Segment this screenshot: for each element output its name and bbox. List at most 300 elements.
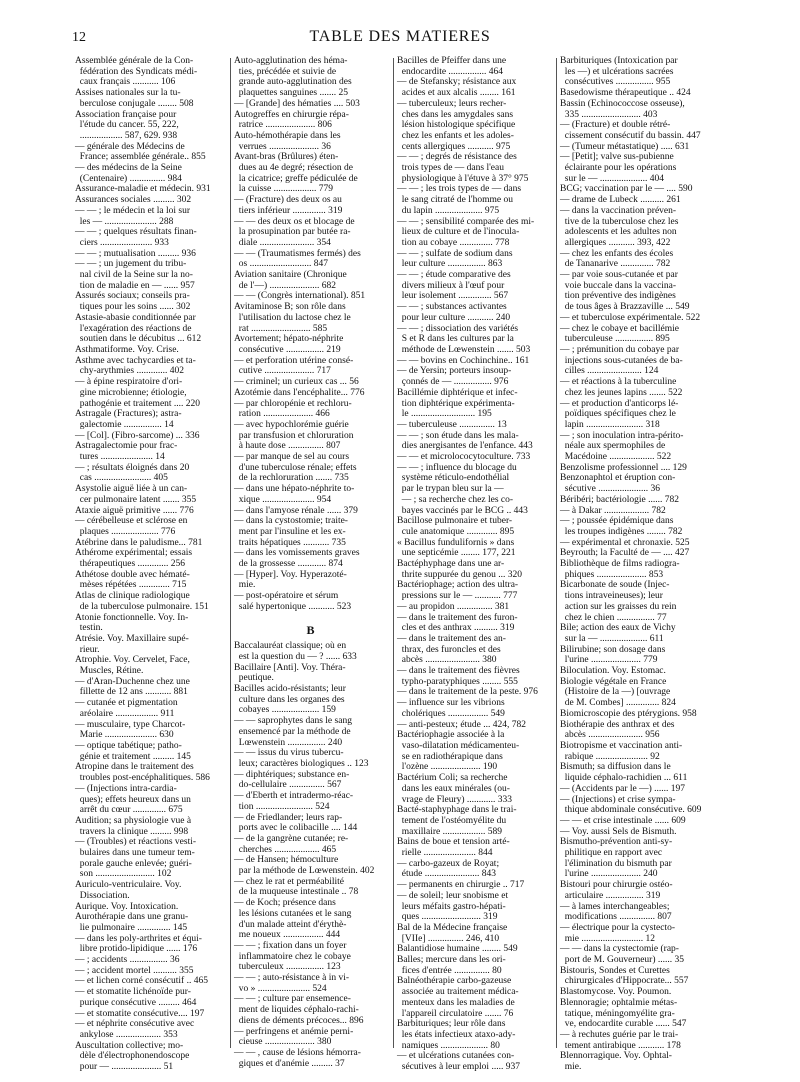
- index-line-text: thrax, des furoncles et des: [397, 644, 501, 655]
- index-line: [397, 559, 550, 570]
- index-line-text: Bacilles acido-résistants; leur: [234, 684, 346, 695]
- index-line-text: — à rechutes guérie par le trai-: [560, 1029, 679, 1040]
- index-column-4: [560, 56, 713, 1073]
- index-line-text: les — ...................... 288: [75, 216, 174, 227]
- index-line-text: Bactériophage; action des ultra-: [397, 580, 519, 591]
- index-line: [397, 613, 550, 624]
- index-line-text: — de Friedlander; leurs rap-: [234, 812, 343, 823]
- index-line: [75, 238, 228, 249]
- index-line: [234, 780, 387, 791]
- index-line-text: verrues ..................... 36: [234, 141, 331, 152]
- index-line: [75, 302, 228, 313]
- index-line: [560, 249, 713, 260]
- index-line: [560, 463, 713, 474]
- index-line: [397, 174, 550, 185]
- index-line-text: — de Yersin; porteurs insoup-: [397, 366, 512, 377]
- index-line-text: — dans le traitement des furon-: [397, 612, 518, 623]
- index-line: [560, 538, 713, 549]
- index-line-text: Atlas de clinique radiologique: [75, 591, 190, 602]
- index-line: [397, 730, 550, 741]
- index-line: [234, 206, 387, 217]
- index-line-text: l'étude du cancer. 55, 222,: [75, 120, 179, 131]
- index-line-text: tiers inférieur .............. 319: [234, 205, 343, 216]
- index-line: [234, 1005, 387, 1016]
- index-line: [75, 1041, 228, 1052]
- index-line-text: cutive ..................... 717: [234, 366, 331, 377]
- index-line: [234, 813, 387, 824]
- index-line: [397, 217, 550, 228]
- index-line-text: Astragalectomie pour frac-: [75, 441, 178, 452]
- column-divider: [393, 58, 394, 1048]
- index-line-text: — — bovins en Cochinchine.. 161: [397, 355, 530, 366]
- index-line: [397, 56, 550, 67]
- index-line: [397, 195, 550, 206]
- index-line: [75, 976, 228, 987]
- index-line: [560, 281, 713, 292]
- index-line-text: leur isolement .............. 567: [397, 291, 509, 302]
- index-line: [397, 473, 550, 484]
- index-line-text: — au propidon ............... 381: [397, 601, 510, 612]
- index-line-text: — par manque de sel au cours: [234, 452, 350, 463]
- index-line-text: Auscultation collective; mo-: [75, 1040, 184, 1051]
- index-line: [560, 559, 713, 570]
- index-line-text: physiologique à l'étuve à 37° 975: [397, 173, 529, 184]
- index-line-text: — ; sa recherche chez les co-: [397, 494, 514, 505]
- index-line-text: Béribéri; bactériologie ...... 782: [560, 494, 679, 505]
- index-line-text: tion préventive des indigènes: [560, 291, 676, 302]
- index-line: [234, 217, 387, 228]
- index-line-text: gine microbienne; étiologie,: [75, 387, 187, 398]
- index-line: [560, 495, 713, 506]
- index-line-text: — perfringens et anémie perni-: [234, 1026, 354, 1037]
- index-line: [234, 259, 387, 270]
- index-line-text: Bacilles de Pfeiffer dans une: [397, 56, 507, 66]
- index-line-text: Azotémie dans l'encéphalite... 776: [234, 387, 365, 398]
- index-line: [397, 698, 550, 709]
- index-line: [397, 934, 550, 945]
- index-line-text: consécutive ................ 219: [234, 344, 341, 355]
- index-line: [560, 356, 713, 367]
- index-line-text: Atrésie. Voy. Maxillaire supé-: [75, 633, 189, 644]
- index-line-text: sur le — .................... 404: [560, 173, 664, 184]
- index-line: [234, 1059, 387, 1070]
- index-line: [397, 880, 550, 891]
- index-line: [234, 962, 387, 973]
- index-line: [75, 538, 228, 549]
- index-line: [75, 142, 228, 153]
- index-line-text: plaquettes sanguines ....... 25: [234, 88, 348, 99]
- index-line-text: Balles; mercure dans les ori-: [397, 955, 506, 966]
- index-line-text: Bactéphyphage dans une ar-: [397, 559, 505, 570]
- index-line: [75, 570, 228, 581]
- index-line-text: Athétose double avec hématé-: [75, 569, 190, 580]
- index-column-1: [75, 56, 228, 1073]
- index-line: [397, 324, 550, 335]
- index-line: [397, 110, 550, 121]
- index-line-text: — dans le traitement de la peste. 976: [397, 687, 538, 698]
- index-line-text: France; assemblée générale.. 855: [75, 152, 206, 163]
- index-line-text: le sang citraté de l'homme ou: [397, 195, 513, 206]
- index-line-text: — générale des Médecins de: [75, 141, 185, 152]
- index-line: [234, 538, 387, 549]
- index-line-text: Atrophie. Voy. Cervelet, Face,: [75, 655, 190, 666]
- index-line-text: — — saprophytes dans le sang: [234, 716, 352, 727]
- index-line-text: — ; poussée épidémique dans: [560, 516, 674, 527]
- index-line: [560, 880, 713, 891]
- index-line: [560, 795, 713, 806]
- index-line-text: Balantidiose humaine ........ 549: [397, 944, 518, 955]
- index-line: [75, 698, 228, 709]
- index-line: [560, 1041, 713, 1052]
- index-line: [560, 527, 713, 538]
- index-line-text: — et production d'anticorps lé-: [560, 398, 679, 409]
- index-line-text: les états infectieux ataxo-ady-: [397, 1029, 516, 1040]
- index-line: [234, 920, 387, 931]
- index-line: [234, 281, 387, 292]
- index-line-text: tement de l'ostéomyélite du: [397, 815, 507, 826]
- index-line-text: action sur les graisses du rein: [560, 601, 677, 612]
- index-line: [234, 99, 387, 110]
- index-line-text: port de M. Gouverneur) ...... 35: [560, 955, 685, 966]
- index-line-text: libre protido-lipidique ...... 176: [75, 944, 198, 955]
- index-line: [560, 816, 713, 827]
- index-line-text: pour leur culture ........... 240: [397, 312, 511, 323]
- index-line-text: Atébrine dans le paludisme... 781: [75, 537, 203, 548]
- index-line: [560, 206, 713, 217]
- index-line: [560, 966, 713, 977]
- index-line-text: me noueux ................. 444: [234, 930, 341, 941]
- index-line: [397, 163, 550, 174]
- index-line: [75, 281, 228, 292]
- index-line: [560, 431, 713, 442]
- index-line: [397, 334, 550, 345]
- index-line: [560, 506, 713, 517]
- index-line-text: chez le chien ................ 77: [560, 612, 667, 623]
- index-line-text: — ; son inoculation intra-périto-: [560, 430, 684, 441]
- index-line-text: d'un malade atteint d'érythè-: [234, 919, 347, 930]
- index-line: [397, 431, 550, 442]
- index-line: [560, 334, 713, 345]
- index-line: [75, 420, 228, 431]
- index-line-text: lie pulmonaire .............. 145: [75, 922, 188, 933]
- index-line-text: cholériques ................. 549: [397, 708, 505, 719]
- index-line: [234, 591, 387, 602]
- index-line: [234, 377, 387, 388]
- index-line-text: à haute dose ............... 807: [234, 441, 341, 452]
- index-line-text: tuberculeuse ................ 895: [560, 334, 670, 345]
- index-line-text: dues au 4e degré; résection de: [234, 163, 353, 174]
- index-line: [397, 955, 550, 966]
- index-line-text: Biloculation. Voy. Estomac.: [560, 666, 666, 677]
- index-line-text: rielle ...................... 844: [397, 848, 493, 859]
- index-line: [234, 452, 387, 463]
- index-line: [397, 506, 550, 517]
- index-line: [75, 934, 228, 945]
- index-line: [234, 56, 387, 67]
- index-line: [397, 923, 550, 934]
- index-line: [75, 580, 228, 591]
- index-line: [397, 944, 550, 955]
- index-line-text: de la muqueuse intestinale .. 78: [234, 887, 359, 898]
- index-line-text: — par chloropénie et rechloru-: [234, 398, 352, 409]
- index-line: [560, 120, 713, 131]
- index-line: [560, 837, 713, 848]
- index-line: [397, 1041, 550, 1052]
- index-line-text: sécutives à leur emploi ..... 937: [397, 1062, 520, 1073]
- index-line-text: Autogreffes en chirurgie répa-: [234, 109, 349, 120]
- index-line: [560, 677, 713, 688]
- index-line: [75, 313, 228, 324]
- index-line: [397, 313, 550, 324]
- index-line: [234, 941, 387, 952]
- index-line: [234, 716, 387, 727]
- index-line-text: — (Injections intra-cardia-: [75, 783, 177, 794]
- index-line-text: bulaires dans une tumeur tem-: [75, 848, 195, 859]
- index-line-text: — — ; dissociation des variétés: [397, 323, 519, 334]
- index-line-text: — dans le traitement des fièvres: [397, 666, 520, 677]
- index-line: [234, 516, 387, 527]
- index-line-text: thérapeutiques ............. 256: [75, 559, 186, 570]
- index-line-text: thrite suppurée du genou ... 320: [397, 569, 523, 580]
- index-line: [560, 655, 713, 666]
- index-line: [397, 345, 550, 356]
- index-line: [397, 623, 550, 634]
- index-line: [75, 227, 228, 238]
- index-line: [397, 377, 550, 388]
- index-line-text: Assemblée générale de la Con-: [75, 56, 194, 66]
- index-line-text: Bismuth; sa diffusion dans le: [560, 762, 671, 773]
- index-line: [75, 473, 228, 484]
- index-line-text: Assurance-maladie et médecin. 931: [75, 184, 211, 195]
- index-line-text: tion ........................ 524: [234, 801, 330, 812]
- index-line: [560, 634, 713, 645]
- index-line-text: tions intraveineuses); leur: [560, 591, 663, 602]
- index-line: [397, 848, 550, 859]
- index-line: [234, 602, 387, 613]
- index-line: [560, 859, 713, 870]
- index-line: [75, 527, 228, 538]
- index-line-text: — des médecins de la Seine: [75, 163, 182, 174]
- index-line-text: la cicatrice; greffe pédiculée de: [234, 173, 358, 184]
- index-line: [397, 645, 550, 656]
- index-line-text: — (Tumeur métastatique) ..... 631: [560, 141, 690, 152]
- index-line-text: Baccalauréat classique; où en: [234, 641, 347, 652]
- index-line: [75, 377, 228, 388]
- index-line-text: — anti-pesteux; étude ... 424, 782: [397, 719, 527, 730]
- index-line: [75, 816, 228, 827]
- index-line: [234, 930, 387, 941]
- index-line-text: éclairante pour les opérations: [560, 163, 677, 174]
- index-line: [560, 998, 713, 1009]
- index-line-text: plaques .................... 776: [75, 526, 176, 537]
- index-line: [397, 752, 550, 763]
- index-line-text: — dans le traitement des an-: [397, 633, 506, 644]
- index-line-text: vaso-dilatation médicamenteu-: [397, 741, 520, 751]
- index-line: [75, 174, 228, 185]
- index-line-text: namiques .................... 80: [397, 1040, 500, 1051]
- index-line: [75, 795, 228, 806]
- index-line-text: — — ; les trois types de — dans: [397, 184, 522, 195]
- index-line: [397, 805, 550, 816]
- index-line-text: Bismutho-prévention anti-sy-: [560, 837, 673, 848]
- index-line-text: Assurés sociaux; conseils pra-: [75, 291, 190, 302]
- index-line-text: Bacillémie diphtérique et infec-: [397, 387, 518, 398]
- index-line: [75, 77, 228, 88]
- index-line-text: — — ; un jugement du tribu-: [75, 259, 187, 270]
- index-line: [234, 559, 387, 570]
- index-line: [75, 998, 228, 1009]
- index-line-text: — — ; quelques résultats finan-: [75, 227, 197, 238]
- index-line: [397, 88, 550, 99]
- index-line: [234, 952, 387, 963]
- index-line-text: tiques pour les soins ...... 302: [75, 302, 191, 313]
- index-line-text: lieux de culture et de l'inocula-: [397, 227, 520, 238]
- index-line: [560, 345, 713, 356]
- index-line: [560, 388, 713, 399]
- index-line: [234, 909, 387, 920]
- index-line: [397, 238, 550, 249]
- index-line-text: troubles post-encéphalitiques. 586: [75, 773, 210, 784]
- index-line-text: — et néphrite consécutive avec: [75, 1019, 195, 1030]
- index-line-text: leurs méfaits gastro-hépati-: [397, 901, 506, 912]
- index-line-text: — — ; mutualisation ......... 936: [75, 248, 196, 259]
- index-line-text: — [Grande] des hématies .... 503: [234, 98, 360, 109]
- index-line: [560, 302, 713, 313]
- index-line-text: — avec hypochlorémie guérie: [234, 419, 349, 430]
- index-line: [397, 869, 550, 880]
- index-line: [75, 270, 228, 281]
- index-line-text: peutique.: [234, 673, 274, 684]
- index-line: [75, 709, 228, 720]
- index-line: [397, 388, 550, 399]
- index-line-text: diale ....................... 354: [234, 237, 331, 248]
- index-line-text: sur la — .................... 611: [560, 633, 664, 644]
- index-line: [75, 902, 228, 913]
- index-line-text: ankylose ................... 353: [75, 1029, 178, 1040]
- index-line: [75, 110, 228, 121]
- index-line: [397, 548, 550, 559]
- index-line-text: — — ; auto-résistance à in vi-: [234, 973, 350, 984]
- index-line: [560, 441, 713, 452]
- index-line-text: — de Koch; présence dans: [234, 898, 336, 909]
- index-line: [75, 880, 228, 891]
- index-line-text: Biomicroscopie des ptérygions. 958: [560, 708, 697, 719]
- index-line-text: diens de déments précoces... 896: [234, 1015, 364, 1026]
- index-line-text: tion au cobaye .............. 778: [397, 237, 510, 248]
- index-line: [397, 720, 550, 731]
- index-line-text: cherches ................... 465: [234, 844, 337, 855]
- index-line: [234, 673, 387, 684]
- index-line-text: — — ; culture par ensemence-: [234, 994, 351, 1005]
- index-line: [234, 152, 387, 163]
- index-line: [397, 570, 550, 581]
- index-line-text: fices d'entrée ............... 80: [397, 965, 502, 976]
- index-line-text: tive de la tuberculose chez les: [560, 216, 679, 227]
- index-line-text: os .......................... 847: [234, 259, 328, 270]
- index-line-text: — dans les poly-arthrites et équi-: [75, 933, 202, 944]
- index-line: [397, 67, 550, 78]
- index-line: [75, 805, 228, 816]
- index-line: [397, 912, 550, 923]
- index-line: [234, 1048, 387, 1059]
- index-line: [397, 463, 550, 474]
- index-line: [397, 120, 550, 131]
- index-line: [397, 1051, 550, 1062]
- index-line-text: rabique ...................... 92: [560, 751, 660, 762]
- index-line-text: cobayes .................... 159: [234, 705, 336, 716]
- index-line-text: phiques ..................... 853: [560, 569, 664, 580]
- index-line: [75, 131, 228, 142]
- index-line: [234, 238, 387, 249]
- index-line: [234, 898, 387, 909]
- index-line: [397, 420, 550, 431]
- index-line-text: pressions sur le — ........... 777: [397, 591, 518, 602]
- index-line: [75, 987, 228, 998]
- index-line: [75, 752, 228, 763]
- index-line-text: « Bacillus fundulifornis » dans: [397, 537, 515, 548]
- index-line-text: Atonie fonctionnelle. Voy. In-: [75, 612, 189, 623]
- index-line: [75, 869, 228, 880]
- index-line-text: inflammatoire chez le cobaye: [234, 951, 351, 962]
- index-line: [560, 730, 713, 741]
- index-line: [560, 623, 713, 634]
- index-line-text: Benzonaphtol et éruption con-: [560, 473, 676, 484]
- index-line-text: génie et traitement ......... 145: [75, 751, 191, 762]
- index-line: [75, 334, 228, 345]
- index-line-text: l'élimination du bismuth par: [560, 858, 672, 869]
- index-line-text: système réticulo-endothélial: [397, 473, 510, 484]
- index-line-text: Athérome expérimental; essais: [75, 548, 193, 559]
- index-line-text: pathogénie et traitement .... 220: [75, 398, 201, 409]
- index-line: [75, 184, 228, 195]
- index-line-text: ques); effets heureux dans un: [75, 794, 191, 805]
- index-line: [560, 56, 713, 67]
- index-line: [234, 163, 387, 174]
- index-line-text: l'ozène ..................... 190: [397, 762, 498, 773]
- index-line: [397, 227, 550, 238]
- index-line: [234, 823, 387, 834]
- index-line: [234, 366, 387, 377]
- index-line: [75, 441, 228, 452]
- index-line: [560, 1030, 713, 1041]
- index-line-text: ques ......................... 319: [397, 912, 498, 923]
- index-line-text: ports avec le colibacille .... 144: [234, 823, 358, 834]
- index-column-3: [397, 56, 550, 1073]
- index-line-text: — expérimental et chronaxie. 525: [560, 537, 690, 548]
- index-line-text: Astasie-abasie conditionnée par: [75, 312, 196, 323]
- index-line: [397, 356, 550, 367]
- index-line: [560, 934, 713, 945]
- index-line: [397, 998, 550, 1009]
- index-line: [560, 516, 713, 527]
- index-line-text: Bicarbonate de soude (Injec-: [560, 580, 670, 591]
- index-line: [397, 302, 550, 313]
- index-line-text: liquide céphalo-rachidien ... 611: [560, 773, 688, 784]
- index-line-text: mie.: [234, 580, 256, 591]
- index-line-text: lapin ........................ 318: [560, 419, 660, 430]
- index-line-text: est la question du — ? ...... 633: [234, 651, 357, 662]
- index-line-text: de la tuberculose pulmonaire. 151: [75, 601, 209, 612]
- index-line-text: typho-paratyphiques ........ 555: [397, 676, 518, 687]
- index-line: [234, 120, 387, 131]
- index-line: [560, 152, 713, 163]
- index-line: [234, 855, 387, 866]
- index-line-text: — — ; degrés de résistance des: [397, 152, 517, 163]
- index-line: [397, 1019, 550, 1030]
- index-line-text: poïdiques spécifiques chez le: [560, 409, 676, 420]
- index-line-text: Audition; sa physiologie vue à: [75, 815, 192, 826]
- index-line: [75, 655, 228, 666]
